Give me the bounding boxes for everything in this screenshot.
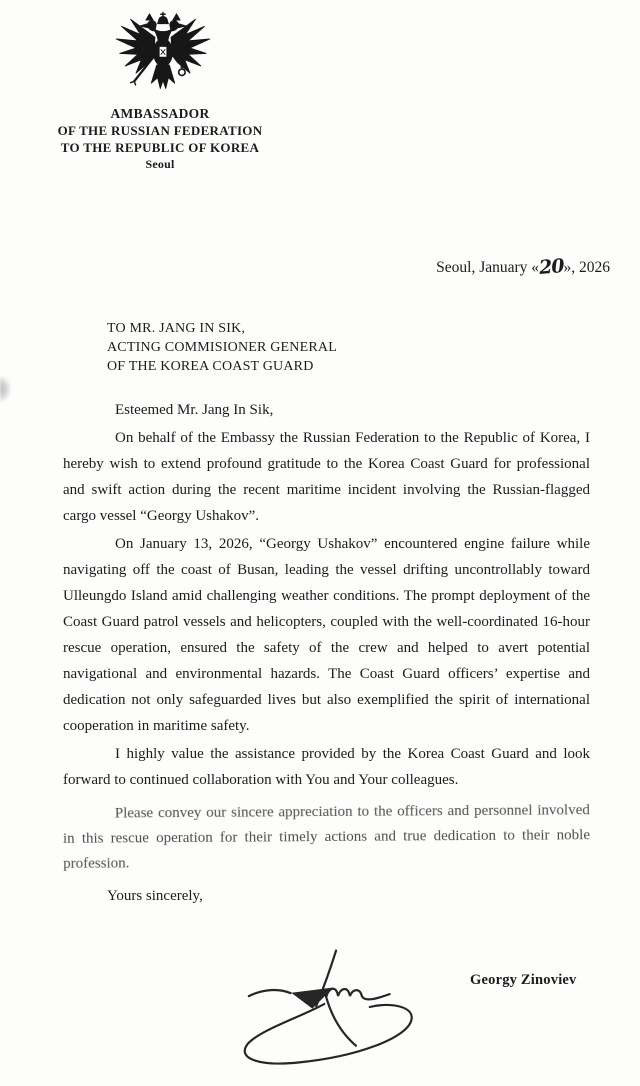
paragraph-3: I highly value the assistance provided by the Korea Coast Guard and look forward to continued collaboration with You and Your colleagues. xyxy=(63,746,590,788)
recipient-line1: TO MR. JANG IN SIK, xyxy=(107,321,246,336)
paragraph-2: On January 13, 2026, “Georgy Ushakov” encountered engine failure while navigating off the coast of Busan, leading the vessel drifting uncontrollably toward Ulleungdo Island amid challenging weather conditions. The prompt deployment of the Coast Guard patrol vessels and helicopters, coupled with the well-coordinated 16-hour rescue operation, ensured the safety of the crew and helped to avert potential navigational and environmental hazards. The Coast Guard officers’ expertise and dedication not only safeguarded lives but also exemplified the spirit of international cooperation in maritime safety. xyxy=(63,536,590,734)
letterhead-line2: OF THE RUSSIAN FEDERATION xyxy=(57,123,263,138)
signatory-name: Georgy Zinoviev xyxy=(470,972,577,988)
recipient-block xyxy=(107,319,337,376)
letterhead-title: AMBASSADOR xyxy=(110,106,210,121)
dateline-suffix: », 2026 xyxy=(563,259,610,276)
handwritten-day: 20 xyxy=(538,254,565,280)
handwritten-signature xyxy=(233,946,461,1068)
paragraph-1: On behalf of the Embassy the Russian Federation to the Republic of Korea, I hereby wish to extend profound gratitude to the Korea Coast Guard for professional and swift action during the recent maritime incident involving the Russian-flagged cargo vessel “Georgy Ushakov”. xyxy=(63,430,590,524)
letterhead xyxy=(38,105,282,173)
letterhead-line3: TO THE REPUBLIC OF KOREA xyxy=(60,140,260,155)
letterhead-city: Seoul xyxy=(145,157,175,171)
paragraph-4: Please convey our sincere appreciation to the officers and personnel involved in this rescue operation for their timely actions and true dedication to their noble profession. xyxy=(62,802,591,872)
recipient-line3: OF THE KOREA COAST GUARD xyxy=(107,359,314,374)
scan-smudge-artifact xyxy=(0,376,11,402)
dateline-prefix: Seoul, January « xyxy=(436,259,540,276)
letter-body xyxy=(63,397,590,877)
recipient-line2: ACTING COMMISIONER GENERAL xyxy=(107,340,337,355)
dateline xyxy=(436,254,610,280)
salutation: Esteemed Mr. Jang In Sik, xyxy=(115,402,274,418)
valediction: Yours sincerely, xyxy=(107,888,203,904)
russian-eagle-emblem-icon xyxy=(109,10,217,104)
